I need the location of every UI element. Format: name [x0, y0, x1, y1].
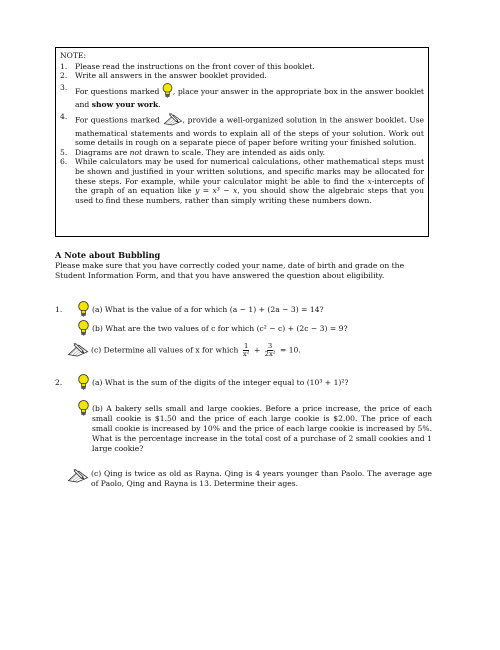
- pen-on-paper-icon: [163, 112, 183, 129]
- problem-part: [77, 400, 432, 454]
- problem-2: [55, 378, 435, 498]
- note-item-number: 2.: [60, 71, 68, 81]
- pen-on-paper-icon: [67, 340, 89, 360]
- part-text: What is the sum of the digits of the integer equal to (10³ + 1)²?: [104, 378, 349, 387]
- note-item: [60, 71, 424, 81]
- bubbling-title: A Note about Bubbling: [55, 250, 161, 260]
- note-item-text: Write all answers in the answer booklet provided.: [75, 71, 267, 81]
- note-box: [55, 47, 429, 237]
- lightbulb-icon: [77, 320, 90, 339]
- part-label: (b): [92, 324, 103, 333]
- problem-part: [77, 320, 432, 339]
- fraction: $\frac{3}{\text{2x²}}$: [264, 342, 276, 358]
- note-item-number: 1.: [60, 61, 68, 71]
- bubbling-text: Please make sure that you have correctly coded your name, date of birth and grade on the Student Information Form, and that you have answered the question about eligibility.: [55, 261, 405, 280]
- part-text: Determine all values of x for which: [103, 345, 239, 355]
- note-item-text-post: , provide a well-organized solution in the answer booklet. Use mathematical statements and words to explain all of the steps of your solution. Work out some details in rough on a separate piece of paper before writing your finished solution.: [75, 115, 424, 148]
- part-label: (c): [91, 469, 102, 478]
- part-text: What are the two values of c for which (c² − c) + (2c − 3) = 9?: [105, 324, 348, 333]
- problem-part: [77, 374, 432, 393]
- note-title: NOTE:: [60, 51, 87, 60]
- note-item: 3. For questions marked , place your answer in the appropriate box in the answer booklet and show your work.: [60, 82, 424, 110]
- note-item-text-bold: show your work: [91, 100, 159, 110]
- part-label: (a): [92, 378, 103, 387]
- pen-on-paper-icon: [67, 466, 89, 489]
- note-item-text-post: , place your answer in the appropriate box in the answer booklet and: [75, 86, 424, 110]
- fraction: $\frac{1}{\text{x²}}$: [242, 342, 250, 358]
- lightbulb-icon: [162, 83, 173, 101]
- note-item-text: Please read the instructions on the front cover of this booklet.: [75, 61, 315, 71]
- part-label: (c): [91, 345, 102, 355]
- part-label: (a): [92, 305, 103, 314]
- problem-1: [55, 305, 435, 385]
- note-item: 5. Diagrams are not drawn to scale. They are intended as aids only.: [60, 147, 326, 157]
- lightbulb-icon: [77, 400, 90, 454]
- lightbulb-icon: [77, 301, 90, 320]
- note-item-number: 6.: [60, 157, 68, 167]
- problem-number: 2.: [55, 378, 63, 387]
- note-item-number: 5.: [60, 147, 68, 157]
- part-label: (b): [92, 404, 103, 413]
- problem-part: [67, 466, 432, 489]
- note-item: [60, 62, 424, 72]
- note-item: [60, 112, 424, 148]
- problem-number: 1.: [55, 305, 63, 314]
- part-text: A bakery sells small and large cookies. Before a price increase, the price of each small cookie is $1.50 and the price of each large cookie is $2.00. The price of each small cookie is increased by 10% and the price of each large cookie is increased by 5%. What is the percentage increase in the total cost of a purchase of 2 small cookies and 1 large cookie?: [92, 404, 432, 453]
- note-item-number: 4.: [60, 111, 68, 121]
- note-item-number: 3.: [60, 82, 68, 92]
- problem-part: [77, 301, 432, 320]
- note-item: 6. While calculators may be used for numerical calculations, other mathematical steps must be shown and justified in your written solutions, and specific marks may be allocated for these steps. For example, while your calculator might be able to find the x-intercepts of the graph of an equation like y = x³ − x, you should show the algebraic steps that you used to find these numbers, rather than simply writing these numbers down.: [60, 157, 424, 205]
- lightbulb-icon: [77, 374, 90, 393]
- bubbling-note: [55, 250, 430, 281]
- part-text: What is the value of a for which (a − 1) + (2a − 3) = 14?: [104, 305, 324, 314]
- part-text: Qing is twice as old as Rayna. Qing is 4 years younger than Paolo. The average age of Paolo, Qing and Rayna is 13. Determine their ages.: [91, 469, 432, 488]
- note-item-text-pre: For questions marked: [75, 86, 160, 96]
- problem-part: (c) Determine all values of x for which $\frac{1}{\text{x²}}$ + $\frac{3}{\text{2x²}}$ = 10.: [67, 340, 432, 360]
- note-item-text-pre: For questions marked: [75, 115, 160, 125]
